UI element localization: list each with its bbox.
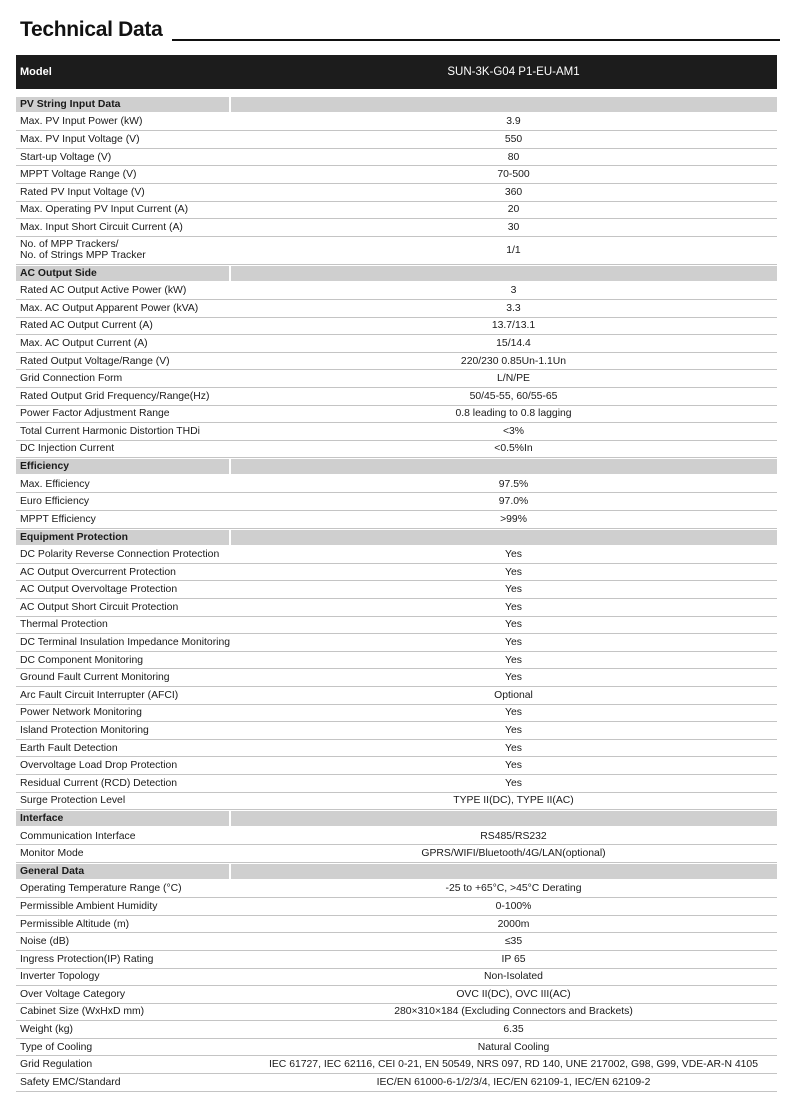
table-row	[16, 898, 777, 916]
row-label: MPPT Voltage Range (V)	[20, 169, 137, 181]
row-value: 97.5%	[498, 478, 529, 490]
table-row	[16, 617, 777, 635]
row-label: Ingress Protection(IP) Rating	[20, 953, 154, 965]
table-row	[16, 881, 777, 899]
row-value: 30	[507, 221, 520, 233]
table-row	[16, 757, 777, 775]
row-value: Natural Cooling	[477, 1041, 550, 1053]
table-row	[16, 669, 777, 687]
row-label: Cabinet Size (WxHxD mm)	[20, 1006, 145, 1018]
table-row	[16, 282, 777, 300]
row-value: Yes	[505, 724, 522, 736]
section-bar	[231, 266, 777, 281]
table-row	[16, 423, 777, 441]
row-label: Inverter Topology	[20, 971, 100, 983]
row-label: MPPT Efficiency	[20, 513, 96, 525]
section-title: Efficiency	[16, 459, 229, 474]
title-divider	[172, 39, 780, 41]
section-bar	[231, 459, 777, 474]
row-label: Max. Operating PV Input Current (A)	[20, 204, 189, 216]
table-row	[16, 511, 777, 529]
row-label: DC Injection Current	[20, 443, 115, 455]
row-label: Overvoltage Load Drop Protection	[20, 760, 178, 772]
section-bar	[231, 97, 777, 112]
row-label: Noise (dB)	[20, 936, 70, 948]
table-row	[16, 335, 777, 353]
row-label: Residual Current (RCD) Detection	[20, 777, 178, 789]
row-value: Yes	[505, 549, 522, 561]
table-row	[16, 652, 777, 670]
table-row	[16, 845, 777, 863]
row-value: 360	[504, 186, 523, 198]
row-label: Rated Output Voltage/Range (V)	[20, 355, 170, 367]
row-value: 0.8 leading to 0.8 lagging	[455, 408, 572, 420]
row-value: ≤35	[504, 936, 523, 948]
row-value: 97.0%	[498, 496, 529, 508]
title-row	[20, 18, 780, 48]
row-value: Yes	[505, 672, 522, 684]
row-label: DC Polarity Reverse Connection Protection	[20, 549, 220, 561]
section-title: Equipment Protection	[16, 530, 229, 545]
row-label: Earth Fault Detection	[20, 742, 118, 754]
row-value: 20	[507, 204, 520, 216]
row-label: Operating Temperature Range (°C)	[20, 883, 182, 895]
table-row	[16, 775, 777, 793]
row-label: Weight (kg)	[20, 1024, 73, 1036]
row-label: Start-up Voltage (V)	[20, 151, 112, 163]
row-label: Total Current Harmonic Distortion THDi	[20, 425, 200, 437]
row-label: AC Output Overvoltage Protection	[20, 584, 178, 596]
table-row	[16, 1056, 777, 1074]
row-value: 2000m	[497, 918, 530, 930]
row-value: Non-Isolated	[484, 971, 543, 983]
row-label: Euro Efficiency	[20, 496, 90, 508]
row-value: L/N/PE	[497, 373, 530, 385]
table-row	[16, 318, 777, 336]
row-label: Max. Input Short Circuit Current (A)	[20, 221, 183, 233]
table-row	[16, 149, 777, 167]
row-label: Power Network Monitoring	[20, 707, 142, 719]
row-label: Permissible Ambient Humidity	[20, 900, 158, 912]
row-value: 0-100%	[495, 900, 532, 912]
row-value: 13.7/13.1	[491, 320, 536, 332]
row-label: Grid Regulation	[20, 1059, 93, 1071]
table-row	[16, 1021, 777, 1039]
table-row	[16, 634, 777, 652]
row-value: IEC 61727, IEC 62116, CEI 0-21, EN 50549, NRS 097, RD 140, UNE 217002, G98, G99, VDE-AR-N 4105	[268, 1059, 758, 1071]
row-label: Rated Output Grid Frequency/Range(Hz)	[20, 390, 210, 402]
row-value: IP 65	[501, 953, 526, 965]
row-label: Power Factor Adjustment Range	[20, 408, 170, 420]
table-row	[16, 184, 777, 202]
row-value: >99%	[500, 513, 527, 525]
table-row	[16, 1074, 777, 1092]
row-label: Over Voltage Category	[20, 988, 126, 1000]
row-value: Yes	[505, 584, 522, 596]
row-value: 80	[507, 151, 520, 163]
row-label: AC Output Overcurrent Protection	[20, 566, 176, 578]
table-row	[16, 406, 777, 424]
row-label: Thermal Protection	[20, 619, 108, 631]
row-value: Yes	[505, 637, 522, 649]
row-label: Monitor Mode	[20, 848, 84, 860]
row-label-line-2: No. of Strings MPP Tracker	[20, 250, 146, 262]
table-row	[16, 687, 777, 705]
table-row	[16, 388, 777, 406]
section-title: AC Output Side	[16, 266, 229, 281]
table-row	[16, 564, 777, 582]
table-row	[16, 722, 777, 740]
row-value: Yes	[505, 760, 522, 772]
row-value: Yes	[505, 566, 522, 578]
model-header-row	[16, 55, 777, 89]
section-bar	[231, 530, 777, 545]
row-value: Optional	[494, 689, 533, 701]
table-row	[16, 441, 777, 459]
section-title: PV String Input Data	[16, 97, 229, 112]
section-title: Interface	[16, 811, 229, 826]
table-row	[16, 933, 777, 951]
row-value: RS485/RS232	[480, 830, 547, 842]
row-label: Max. AC Output Current (A)	[20, 337, 148, 349]
row-value: <0.5%In	[494, 443, 533, 455]
row-label: Safety EMC/Standard	[20, 1076, 121, 1088]
table-row	[16, 546, 777, 564]
row-value: Yes	[505, 742, 522, 754]
row-value: 50/45-55, 60/55-65	[469, 390, 558, 402]
row-label-lines	[20, 239, 146, 261]
row-value: 3.9	[506, 116, 521, 128]
table-row	[16, 202, 777, 220]
table-row	[16, 476, 777, 494]
row-value: <3%	[502, 425, 525, 437]
row-label: DC Component Monitoring	[20, 654, 144, 666]
table-row	[16, 581, 777, 599]
section-header	[16, 529, 777, 547]
model-label: Model	[20, 66, 52, 78]
section-header	[16, 863, 777, 881]
row-label: Permissible Altitude (m)	[20, 918, 130, 930]
section-header	[16, 810, 777, 828]
row-value: Yes	[505, 654, 522, 666]
table-row	[16, 951, 777, 969]
table-row	[16, 131, 777, 149]
row-value: 6.35	[503, 1024, 524, 1036]
row-value: -25 to +65°C, >45°C Derating	[445, 883, 582, 895]
row-value: 220/230 0.85Un-1.1Un	[460, 355, 567, 367]
row-label: AC Output Short Circuit Protection	[20, 601, 179, 613]
row-value: Yes	[505, 619, 522, 631]
table-row	[16, 1004, 777, 1022]
row-label: Island Protection Monitoring	[20, 724, 149, 736]
row-label: Type of Cooling	[20, 1041, 93, 1053]
row-label: Grid Connection Form	[20, 373, 123, 385]
page-title: Technical Data	[20, 18, 163, 41]
row-label: Rated AC Output Current (A)	[20, 320, 153, 332]
row-label: Max. PV Input Voltage (V)	[20, 133, 140, 145]
section-bar	[231, 811, 777, 826]
row-label: Max. PV Input Power (kW)	[20, 116, 143, 128]
row-label: Max. AC Output Apparent Power (kVA)	[20, 302, 199, 314]
row-value: 70-500	[497, 169, 530, 181]
table-row	[16, 705, 777, 723]
table-row	[16, 237, 777, 265]
row-value: 15/14.4	[496, 337, 531, 349]
table-row	[16, 300, 777, 318]
row-value: 550	[504, 133, 523, 145]
row-label: Ground Fault Current Monitoring	[20, 672, 170, 684]
row-value: IEC/EN 61000-6-1/2/3/4, IEC/EN 62109-1, IEC/EN 62109-2	[376, 1076, 651, 1088]
row-label: Max. Efficiency	[20, 478, 90, 490]
row-label: Rated AC Output Active Power (kW)	[20, 285, 187, 297]
section-bar	[231, 864, 777, 879]
spec-table	[16, 96, 777, 1092]
table-row	[16, 599, 777, 617]
row-label: Rated PV Input Voltage (V)	[20, 186, 145, 198]
table-row	[16, 969, 777, 987]
section-header	[16, 96, 777, 114]
row-label	[16, 237, 233, 264]
row-value: Yes	[505, 777, 522, 789]
table-row	[16, 986, 777, 1004]
row-label: DC Terminal Insulation Impedance Monitoring	[20, 637, 231, 649]
section-header	[16, 265, 777, 283]
row-label-line-1: No. of MPP Trackers/	[20, 239, 119, 251]
row-value: 1/1	[506, 244, 521, 256]
row-value: Yes	[505, 707, 522, 719]
table-row	[16, 793, 777, 811]
row-value: TYPE II(DC), TYPE II(AC)	[453, 795, 574, 807]
table-row	[16, 493, 777, 511]
row-value: GPRS/WIFI/Bluetooth/4G/LAN(optional)	[421, 848, 606, 860]
table-row	[16, 370, 777, 388]
row-label: Surge Protection Level	[20, 795, 126, 807]
row-value: OVC II(DC), OVC III(AC)	[456, 988, 571, 1000]
table-row	[16, 219, 777, 237]
table-row	[16, 114, 777, 132]
table-row	[16, 166, 777, 184]
table-row	[16, 1039, 777, 1057]
row-value: 3	[510, 285, 517, 297]
row-value: 280×310×184 (Excluding Connectors and Brackets)	[394, 1006, 633, 1018]
section-title: General Data	[16, 864, 229, 879]
row-label: Communication Interface	[20, 830, 136, 842]
section-header	[16, 458, 777, 476]
table-row	[16, 916, 777, 934]
table-row	[16, 740, 777, 758]
row-label: Arc Fault Circuit Interrupter (AFCI)	[20, 689, 179, 701]
model-value: SUN-3K-G04 P1-EU-AM1	[447, 66, 580, 78]
row-value: Yes	[505, 601, 522, 613]
table-row	[16, 353, 777, 371]
table-row	[16, 828, 777, 846]
row-value: 3.3	[506, 302, 521, 314]
